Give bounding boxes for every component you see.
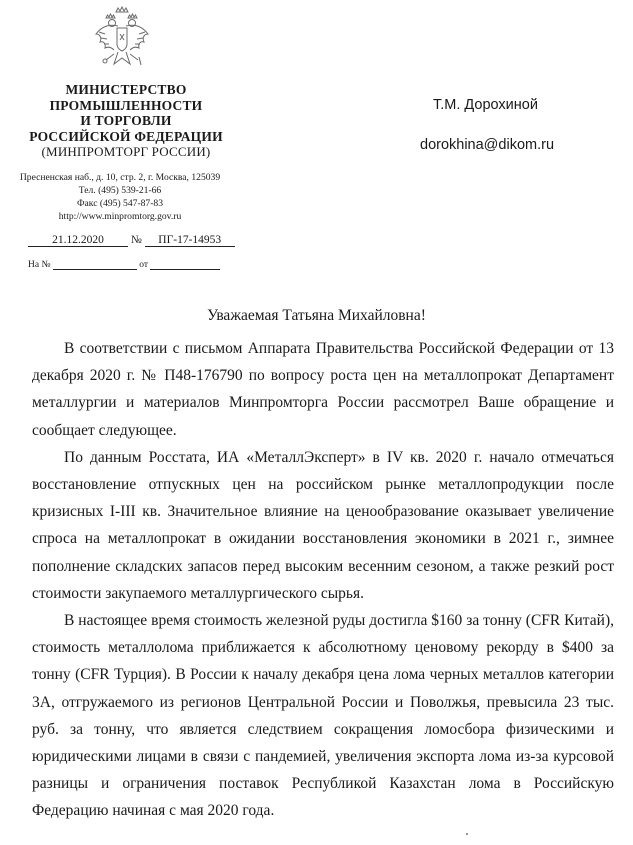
ministry-name: [10, 82, 242, 160]
ministry-abbreviation: (МИНПРОМТОРГ РОССИИ): [41, 144, 211, 159]
phone: Тел. (495) 539-21-66: [78, 185, 162, 196]
ref-date-label: от: [139, 260, 149, 270]
paragraph: По данным Росстата, ИА «МеталлЭксперт» в IV кв. 2020 г. начало отмечаться восстановление отпускных цен на российском рынке металлопродукции после кризисных I-III кв. Значительное влияние на ценообразование оказывает увеличение спроса на металлопрокат в ожидании восстановления экономики в 2021 г., зимнее пополнение складских запасов перед высоким весенним сезоном, а также резкий рост стоимости закупаемого металлургического сырья.: [32, 448, 614, 602]
paragraph: В соответствии с письмом Аппарата Правительства Российской Федерации от 13 декабря 2020 г. № П48-176790 по вопросу роста цен на металлопрокат Департамент металлургии и материалов Минпромторга России рассмотрел Ваше обращение и сообщает следующее.: [32, 340, 614, 439]
coat-of-arms-icon: [92, 4, 152, 72]
ministry-line: РОССИЙСКОЙ ФЕДЕРАЦИИ: [29, 128, 223, 144]
ref-date-blank: [150, 258, 220, 270]
letter-body: [32, 335, 614, 825]
scan-speck: [466, 833, 468, 835]
salutation: Уважаемая Татьяна Михайловна!: [207, 307, 426, 324]
ministry-line: ПРОМЫШЛЕННОСТИ: [49, 97, 203, 113]
ref-number-blank: [53, 258, 137, 270]
paragraph: В настоящее время стоимость железной руды достигла $160 за тонну (CFR Китай), стоимость металлолома приближается к абсолютному ценовому рекорду в $400 за тонну (CFR Турция). В России к началу декабря цена лома черных металлов категории 3А, отгружаемого из регионов Центральной России и Поволжья, превысила 23 тыс. руб. за тонну, что является следствием сокращения ломосбора физическими и юридическими лицами в связи с пандемией, увеличения экспорта лома из-за курсовой разницы и ограничения поставок Республикой Казахстан лома в Российскую Федерацию начиная с мая 2020 года.: [32, 612, 614, 820]
number-label: №: [130, 234, 142, 246]
recipient-email: dorokhina@dikom.ru: [420, 137, 555, 153]
letter-number: ПГ-17-14953: [145, 234, 235, 247]
ref-number-label: На №: [28, 260, 51, 270]
incoming-reference: [28, 258, 220, 270]
ministry-line: МИНИСТЕРСТВО: [65, 82, 187, 97]
ministry-contacts: [0, 171, 240, 223]
address: Пресненская наб., д. 10, стр. 2, г. Москва, 125039: [19, 172, 221, 183]
website: http://www.minpromtorg.gov.ru: [58, 211, 182, 222]
recipient-name: Т.М. Дорохиной: [433, 97, 538, 113]
outgoing-reference: [28, 234, 235, 247]
fax: Факс (495) 547-87-83: [76, 198, 164, 209]
letter-date: 21.12.2020: [28, 234, 128, 247]
ministry-line: И ТОРГОВЛИ: [80, 113, 172, 128]
